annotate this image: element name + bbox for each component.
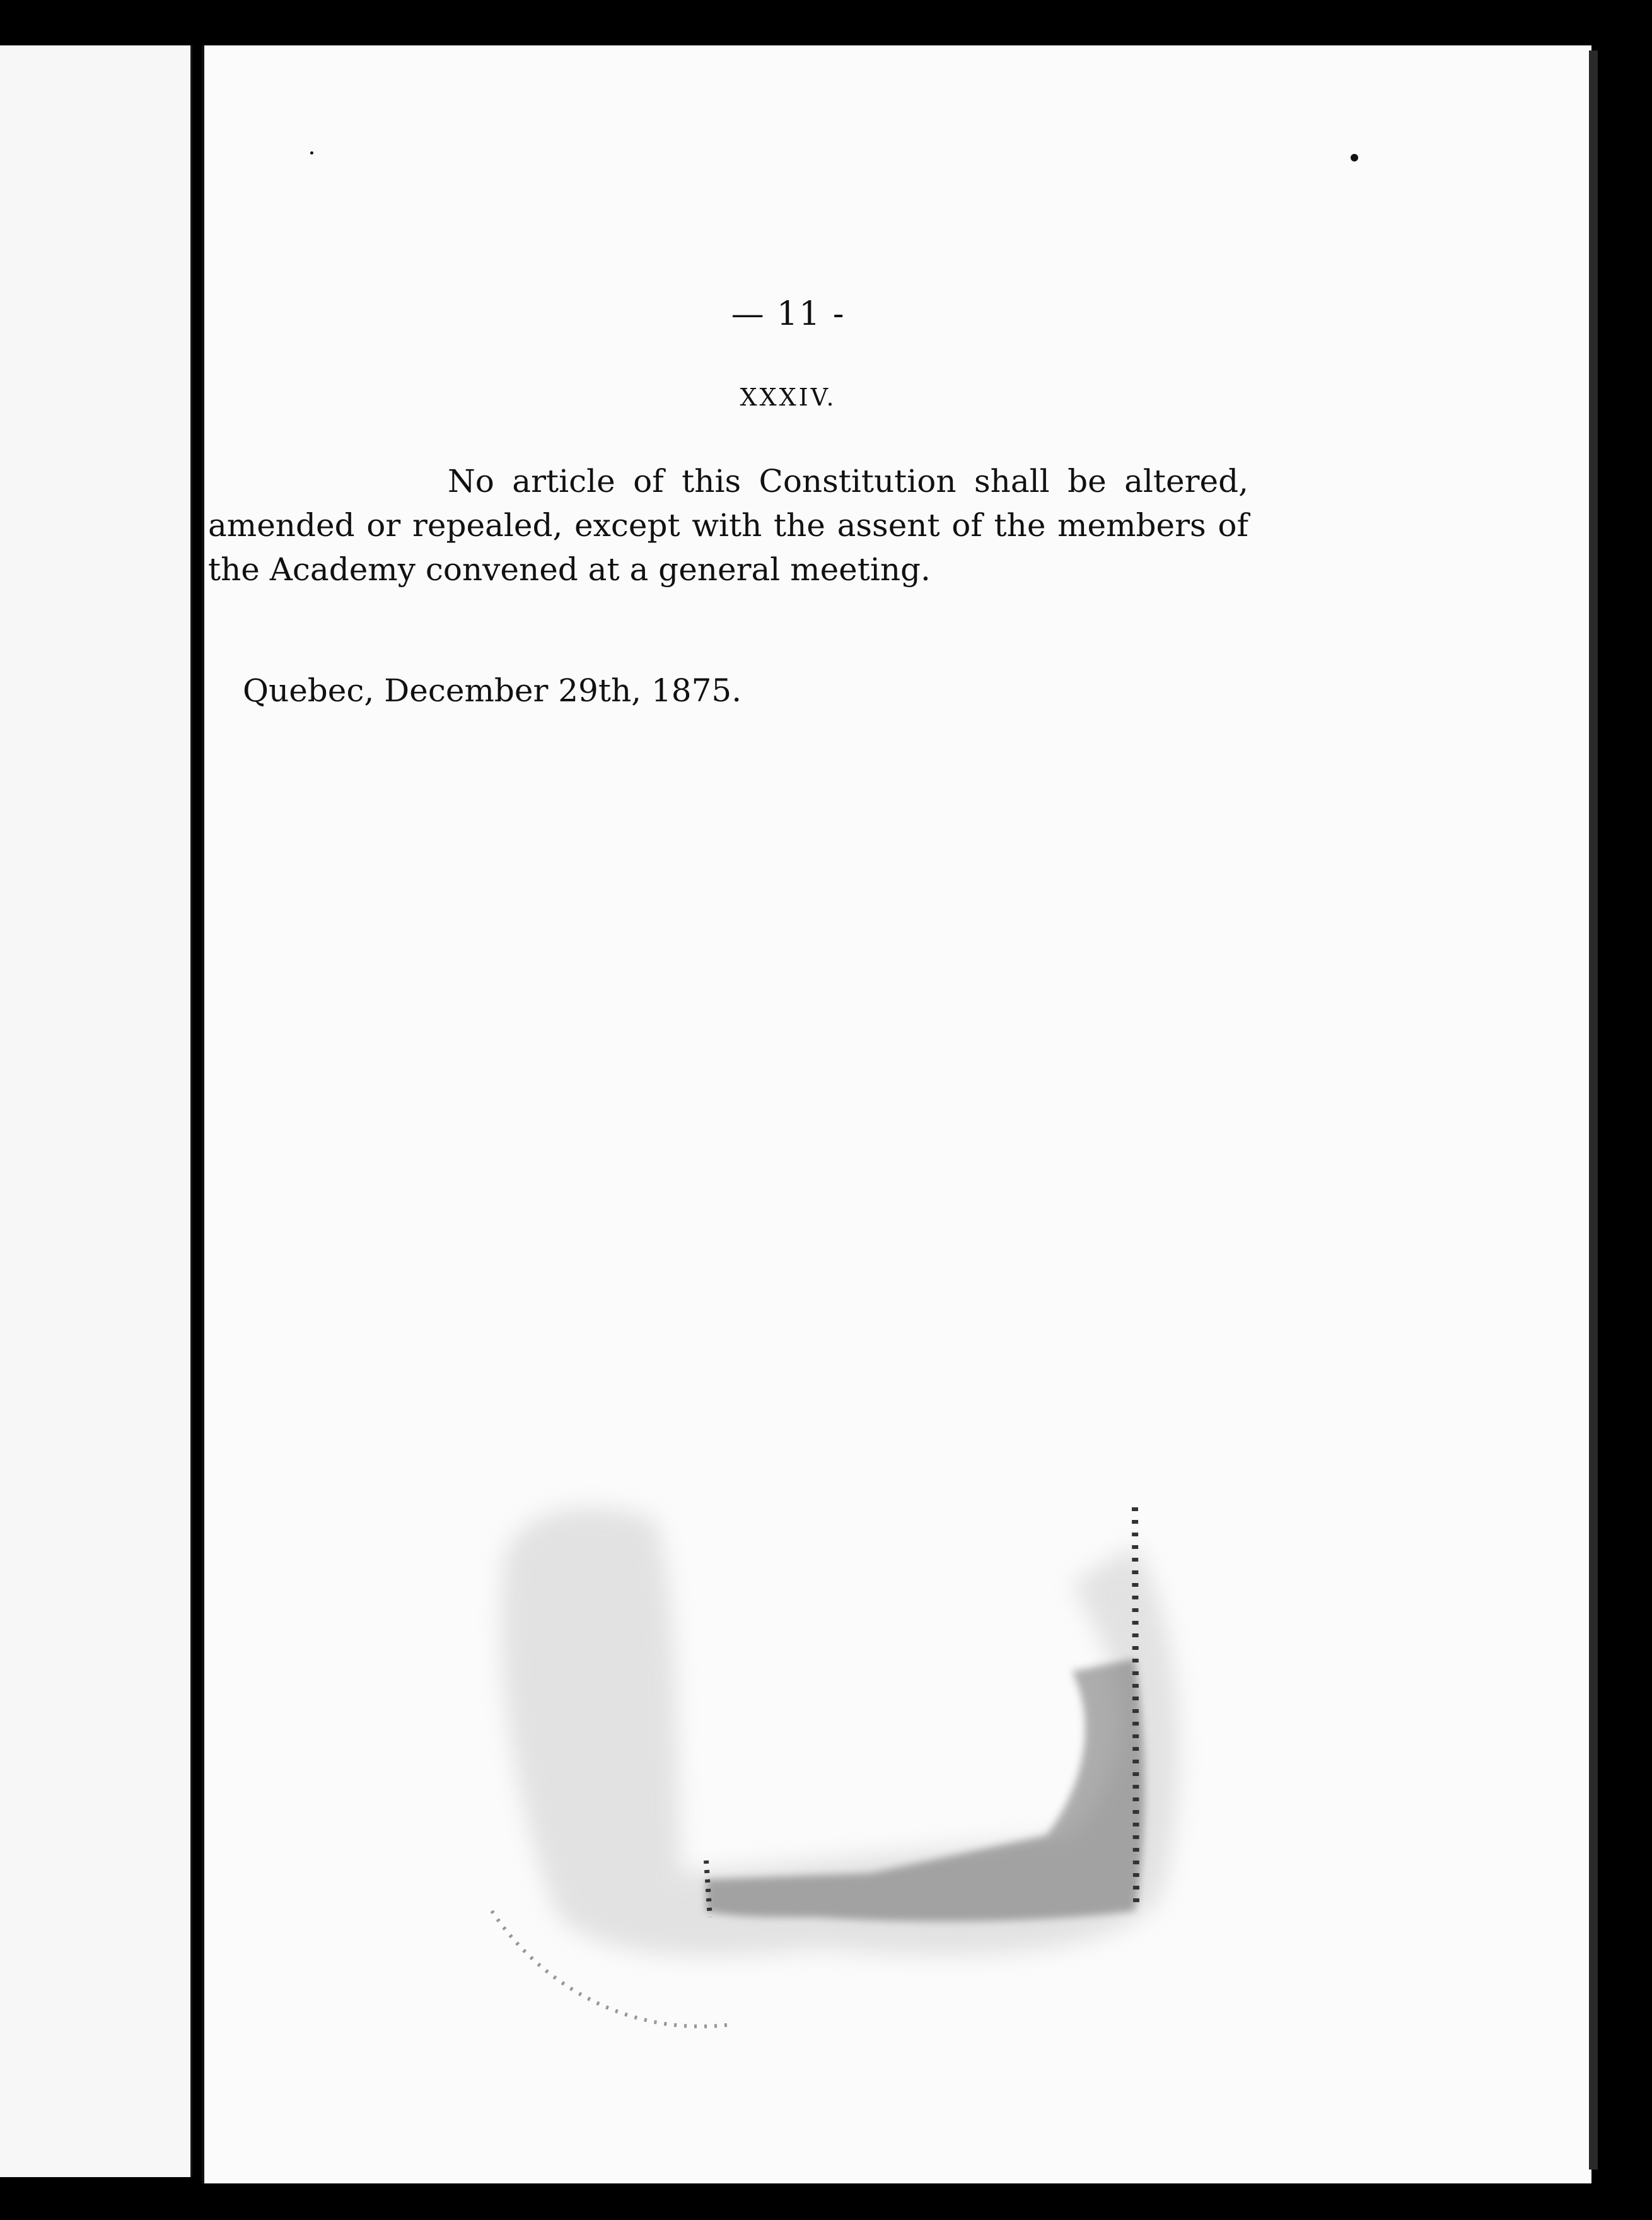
signoff-date-line: Quebec, December 29th, 1875. [243, 672, 742, 709]
stain-core [706, 1659, 1144, 1922]
page-edge-shadow [1589, 50, 1598, 2170]
ink-stain [467, 1482, 1337, 2113]
ink-speck [1351, 154, 1358, 161]
article-heading: XXXIV. [740, 383, 837, 411]
article-body: No article of this Constitution shall be altered, amended or repealed, except with the assent of the members of the Academy convened at a general meeting. [208, 463, 1248, 588]
page-number: — 11 - [731, 295, 846, 333]
ink-speck [310, 151, 313, 155]
previous-page-edge [0, 45, 192, 2177]
